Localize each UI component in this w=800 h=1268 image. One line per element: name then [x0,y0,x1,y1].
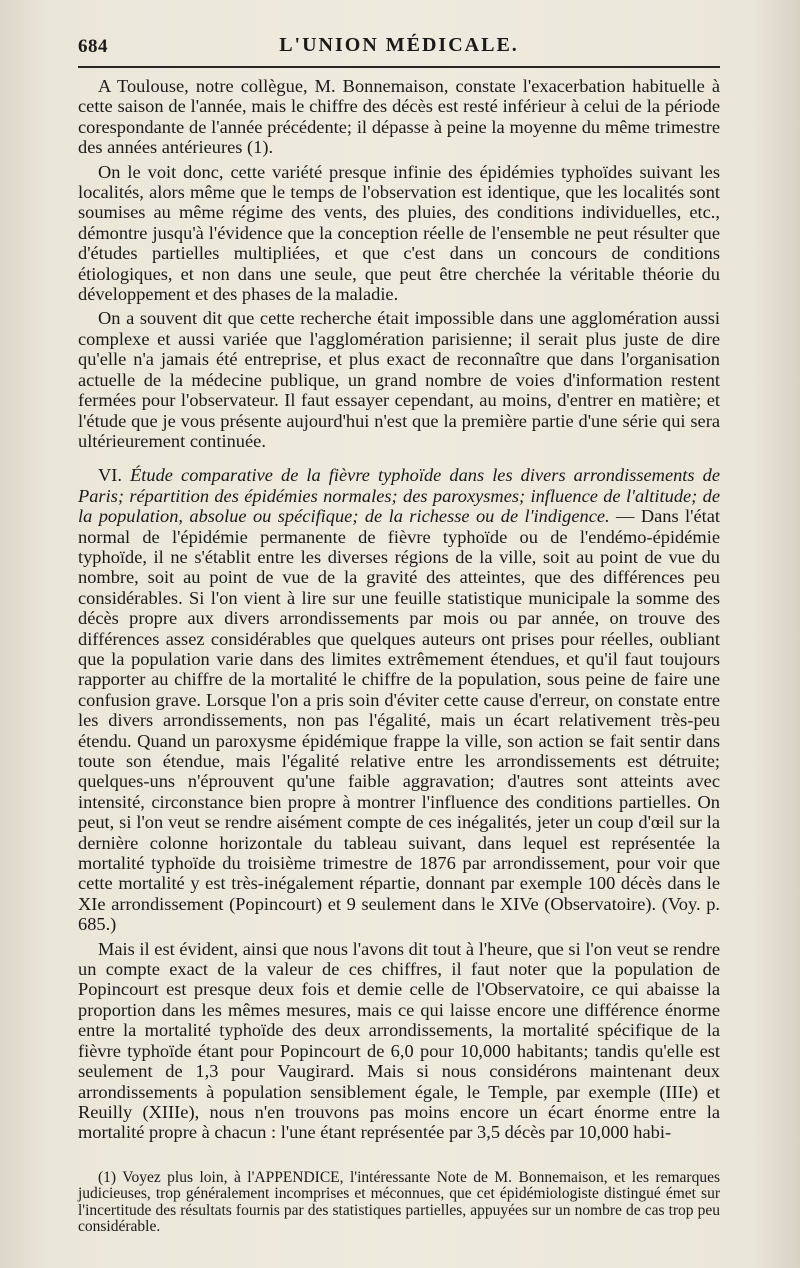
section-title: Étude comparative de la fièvre typhoïde dans les divers arrondissements de Paris; répartition des épidémies normales; des paroxysmes; influence de l'altitude; de la population, absolue ou spécifique; de la richesse ou de l'indigence. [78,465,720,527]
paragraph-popincourt: Mais il est évident, ainsi que nous l'avons dit tout à l'heure, que si l'on veut se rendre un compte exact de la valeur de ces chiffres, il faut noter que la population de Popincourt est presque deux fois et demie celle de l'Observatoire, ce qui abaisse la proportion dans les mêmes mesures, mais ce qui laisse encore une différence énorme entre la mortalité typhoïde des deux arrondissements, la mortalité spécifique de la fièvre typhoïde étant pour Popincourt de 6,0 pour 10,000 habitants; tandis qu'elle est seulement de 1,3 pour Vaugirard. Mais si nous considérons maintenant deux arrondissements à population sensiblement égale, le Temple, par exemple (IIIe) et Reuilly (XIIIe), nous n'en trouvons pas moins encore un écart énorme entre la mortalité propre à chacun : l'une étant représentée par 3,5 décès par 10,000 habi- [78,938,720,1143]
paragraph-recherche: On a souvent dit que cette recherche était impossible dans une agglomération aussi complexe et aussi variée que l'agglomération parisienne; il serait plus juste de dire qu'elle n'a jamais été entreprise, et plus exact de reconnaître que dans l'organisation actuelle de la médecine publique, un grand nombre de voies d'information restent fermées pour l'observateur. Il faut essayer cependant, au moins, d'entrer en matière; et l'étude que je vous présente aujourd'hui n'est que la première partie d'une série qui sera ultérieurement continuée. [78,308,720,451]
footnote [78,1170,720,1236]
section-vi [78,465,720,934]
paragraph-toulouse: A Toulouse, notre collègue, M. Bonnemaison, constate l'exacerbation habituelle à cette saison de l'année, mais le chiffre des décès est resté inférieur à celui de la période corespondante de l'année précédente; il dépasse à peine la moyenne du même trimestre des années antérieures (1). [78,76,720,158]
page-number: 684 [78,36,108,57]
running-title: L'UNION MÉDICALE. [279,34,519,56]
article-body [78,76,720,1147]
section-number: VI. [98,465,123,486]
footnote-text: (1) Voyez plus loin, à l'APPENDICE, l'intéressante Note de M. Bonnemaison, et les remarques judicieuses, trop généralement incomprises et méconnues, que cet épidémiologiste distingué émet sur l'incertitude des résultats fournis par des statistiques partielles, appuyées sur un nombre de cas trop peu considérable. [78,1169,720,1236]
header-rule [78,66,720,68]
section-text: — Dans l'état normal de l'épidémie permanente de fièvre typhoïde ou de l'endémo-épidémie typhoïde, il ne s'établit entre les diverses régions de la ville, soit au point de vue du nombre, soit au point de vue de la gravité des atteintes, que des différences peu considérables. Si l'on vient à lire sur une feuille statistique municipale la somme des décès propre aux divers arrondissements par mois ou par année, on trouve des différences assez considérables que quelques auteurs ont prises pour réelles, oubliant que la population varie dans des limites extrêmement étendues, et qu'il faut toujours rapporter au chiffre de la mortalité le chiffre de la population, sous peine de faire une confusion grave. Lorsque l'on a pris soin d'éviter cette cause d'erreur, on constate entre les divers arrondissements, non pas l'égalité, mais un écart relativement très-peu étendu. Quand un paroxysme épidémique frappe la ville, son action se fait sentir dans toute son étendue, mais l'égalité relative entre les arrondissements est détruite; quelques-uns n'éprouvent qu'une faible aggravation; d'autres sont atteints avec intensité, circonstance bien propre à montrer l'influence des conditions partielles. On peut, si l'on veut se rendre aisément compte de ces inégalités, jeter un coup d'œil sur la dernière colonne horizontale du tableau suivant, dans lequel est représentée la mortalité typhoïde du troisième trimestre de 1876 par arrondissement, pour voir que cette mortalité y est très-inégalement répartie, donnant par exemple 100 décès dans le XIe arrondissement (Popincourt) et 9 seulement dans le XIVe (Observatoire). (Voy. p. 685.) [78,506,720,935]
page-header [78,30,720,64]
paragraph-variete: On le voit donc, cette variété presque infinie des épidémies typhoïdes suivant les localités, alors même que le temps de l'observation est identique, que les localités sont soumises au même régime des vents, des pluies, des conditions individuelles, etc., démontre jusqu'à l'évidence que la conception réelle de l'ensemble ne peut résulter que d'études partielles multipliées, et que c'est dans un concours de conditions étiologiques, et non dans une seule, que peut être cherchée la véritable théorie du développement et des phases de la maladie. [78,161,720,305]
